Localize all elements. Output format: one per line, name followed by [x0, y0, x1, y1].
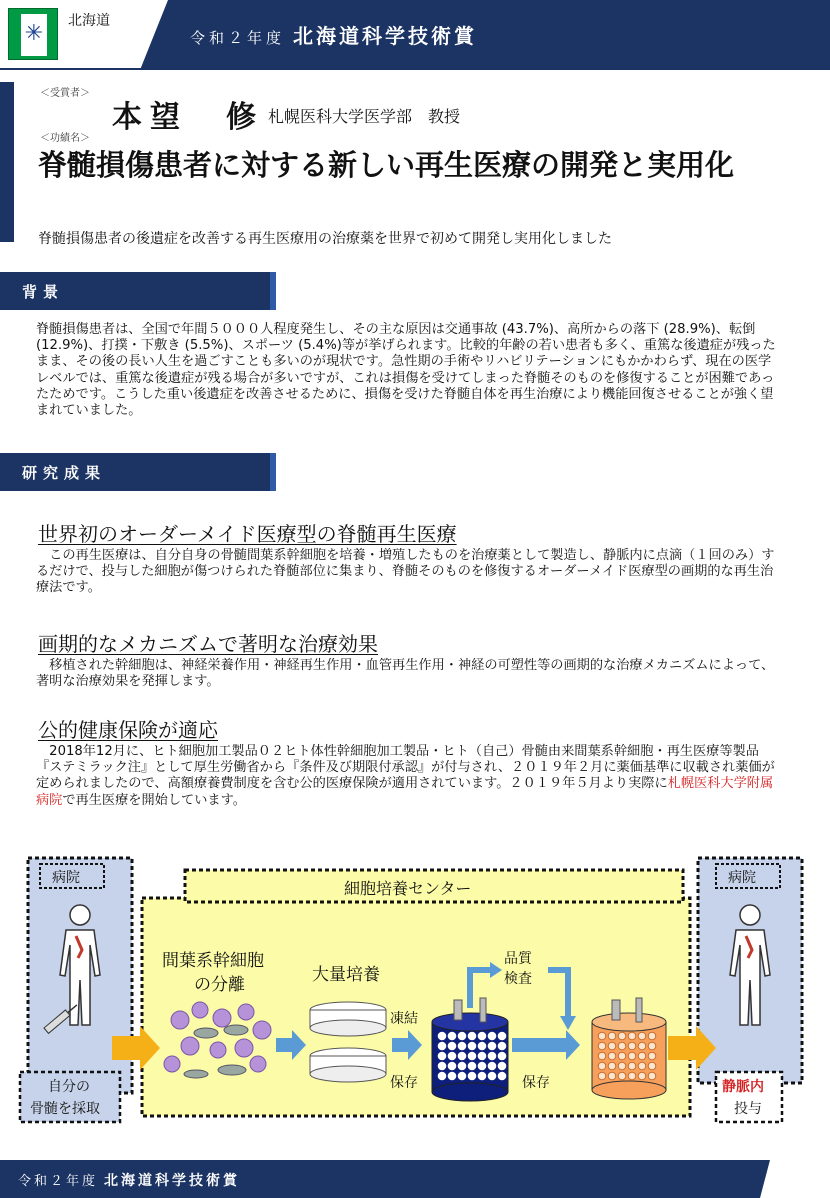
culture-label: 大量培養 [312, 965, 380, 985]
harvest-label-line2: 骨髄を採取 [30, 1101, 100, 1117]
recipient-name: 本望 修 [112, 100, 264, 135]
isolation-label-line2: の分離 [194, 975, 245, 995]
frozen-cell-dot [498, 1042, 506, 1050]
product-cell-dot [618, 1072, 626, 1080]
result-3-text [36, 744, 782, 809]
frozen-cell-dot [478, 1062, 486, 1070]
admin-label-rest: 投与 [734, 1101, 762, 1117]
recipient-label: ＜受賞者＞ [40, 88, 90, 99]
header-award-name: 北海道科学技術賞 [293, 24, 478, 48]
culture-dish-bottom [310, 1048, 386, 1082]
store-label-2: 保存 [522, 1075, 550, 1091]
quality-label-line2: 検査 [504, 971, 532, 987]
hospital-highlight: 札幌医科大学附属病院 [36, 776, 774, 808]
frozen-cell-dot [438, 1032, 446, 1040]
product-cell-dot [628, 1042, 636, 1050]
frozen-cell-dot [438, 1062, 446, 1070]
frozen-cell-dot [438, 1072, 446, 1080]
frozen-cell-dot [478, 1072, 486, 1080]
frozen-cell-dot [488, 1032, 496, 1040]
frozen-cell-dot [468, 1052, 476, 1060]
achievement-title: 脊髄損傷患者に対する新しい再生医療の開発と実用化 [38, 148, 735, 182]
culture-dish-top [310, 1002, 386, 1036]
frozen-cell-dot [448, 1072, 456, 1080]
product-cell-dot [598, 1032, 606, 1040]
product-cell-dot [628, 1052, 636, 1060]
frozen-cell-dot [488, 1042, 496, 1050]
result-3-text-before: 2018年12月に、ヒト細胞加工製品０２ヒト体性幹細胞加工製品・ヒト（自己）骨髄由来間葉系幹細胞・再生医療等製品『ステミラック注』として厚生労働省から『条件及び期限付承認』が付与され、２０１９年２月に薬価基準に収載され薬価が定められましたので、高額療養費制度を含む公的医療保険が適用されています。２０１９年５月より実際に [36, 744, 775, 792]
product-cell-dot [598, 1062, 606, 1070]
product-cell-dot [648, 1042, 656, 1050]
result-2-title: 画期的なメカニズムで著明な治療効果 [38, 632, 378, 656]
product-cell-dot [638, 1062, 646, 1070]
frozen-cell-dot [448, 1052, 456, 1060]
footer-title [18, 1170, 240, 1190]
result-1-title: 世界初のオーダーメイド医療型の脊髄再生医療 [38, 522, 457, 546]
frozen-cell-dot [458, 1052, 466, 1060]
frozen-cell-dot [498, 1062, 506, 1070]
achievement-subtitle: 脊髄損傷患者の後遺症を改善する再生医療用の治療薬を世界で初めて開発し実用化しました [38, 231, 612, 247]
hokkaido-flag-icon: ✳ [8, 8, 58, 60]
store-label-1: 保存 [390, 1075, 418, 1091]
page-header [0, 0, 830, 70]
cell-culture-center-label: 細胞培養センター [344, 879, 472, 898]
frozen-cell-dot [458, 1072, 466, 1080]
harvest-label-line1: 自分の [48, 1079, 90, 1095]
product-cell-dot [628, 1062, 636, 1070]
frozen-cell-dot [478, 1032, 486, 1040]
product-cell-dot [648, 1062, 656, 1070]
hokkaido-logo [8, 8, 118, 60]
footer-year: 令和２年度 [18, 1174, 99, 1189]
frozen-cell-dot [468, 1062, 476, 1070]
frozen-cell-dot [498, 1052, 506, 1060]
result-3-text-after: で再生医療を開始しています。 [62, 792, 246, 808]
product-cell-dot [618, 1052, 626, 1060]
result-3-title: 公的健康保険が適応 [38, 718, 218, 742]
results-heading: 研究成果 [22, 464, 107, 482]
frozen-cell-dot [458, 1042, 466, 1050]
product-cell-dot [608, 1032, 616, 1040]
frozen-cell-dot [488, 1072, 496, 1080]
frozen-cell-dot [498, 1072, 506, 1080]
frozen-cell-dot [498, 1032, 506, 1040]
product-cell-dot [638, 1032, 646, 1040]
results-section-header [0, 453, 276, 491]
recipient-affiliation: 札幌医科大学医学部 教授 [268, 107, 461, 126]
product-cell-dot [608, 1052, 616, 1060]
product-cell-dot [608, 1042, 616, 1050]
frozen-cell-dot [438, 1042, 446, 1050]
logo-text: 北海道 [68, 13, 110, 29]
frozen-cell-dot [478, 1052, 486, 1060]
right-hospital-label: 病院 [728, 870, 756, 886]
product-cell-dot [608, 1072, 616, 1080]
frozen-cell-dot [468, 1072, 476, 1080]
freeze-label: 凍結 [390, 1011, 418, 1027]
quality-label-line1: 品質 [504, 951, 532, 967]
frozen-cell-dot [468, 1042, 476, 1050]
frozen-cell-dot [448, 1062, 456, 1070]
treatment-flow-diagram [0, 850, 830, 1140]
title-accent-bar [0, 82, 14, 242]
product-cell-dot [638, 1042, 646, 1050]
product-cell-dot [628, 1032, 636, 1040]
admin-label-highlight: 静脈内 [722, 1079, 764, 1095]
frozen-cell-dot [458, 1032, 466, 1040]
footer-award-name: 北海道科学技術賞 [104, 1173, 241, 1189]
header-title [190, 20, 477, 49]
frozen-cell-dot [478, 1042, 486, 1050]
product-cell-dot [618, 1062, 626, 1070]
frozen-cell-dot [488, 1062, 496, 1070]
frozen-cell-dot [448, 1042, 456, 1050]
product-cell-dot [648, 1072, 656, 1080]
header-year: 令和２年度 [190, 29, 286, 47]
result-2-text: 移植された幹細胞は、神経栄養作用・神経再生作用・血管再生作用・神経の可塑性等の画期的な治療メカニズムによって、著明な治療効果を発揮します。 [36, 658, 775, 690]
isolation-label-line1: 間葉系幹細胞 [162, 951, 264, 971]
left-hospital-label: 病院 [52, 870, 80, 886]
product-cell-dot [638, 1072, 646, 1080]
background-section-header [0, 272, 276, 310]
frozen-cell-dot [438, 1052, 446, 1060]
frozen-cell-dot [458, 1062, 466, 1070]
frozen-cell-dot [488, 1052, 496, 1060]
product-cell-dot [598, 1042, 606, 1050]
product-cell-dot [618, 1032, 626, 1040]
frozen-cell-dot [468, 1032, 476, 1040]
background-text: 脊髄損傷患者は、全国で年間５０００人程度発生し、その主な原因は交通事故 (43.7%)、高所からの落下 (28.9%)、転倒 (12.9%)、打撲・下敷き (5.5%)、スポーツ (5.4%)等が挙げられます。比較的年齢の若い患者も多く、重篤な後遺症が残ったまま、その後の長い人生を過ごすことも多いのが現状です。急性期の手術やリハビリテーションにもかかわらず、現在の医学レベルでは、重篤な後遺症が残る場合が多いですが、これは損傷を受けてしまった脊髄そのものを修復することが困難であったためです。こうした重い後遺症を改善させるために、損傷を受けた脊髄自体を再生治療により機能回復させることが強く望まれていました。 [36, 322, 776, 419]
achievement-label: ＜功績名＞ [40, 133, 90, 144]
product-cell-dot [598, 1072, 606, 1080]
result-1-text: この再生医療は、自分自身の骨髄間葉系幹細胞を培養・増殖したものを治療薬として製造し、静脈内に点滴（１回のみ）するだけで、投与した細胞が傷つけられた脊髄部位に集まり、脊髄そのものを修復するオーダーメイド医療型の画期的な再生治療法です。 [36, 548, 775, 596]
frozen-cell-dot [448, 1032, 456, 1040]
background-heading: 背景 [22, 283, 65, 301]
product-cell-dot [628, 1072, 636, 1080]
product-cell-dot [648, 1052, 656, 1060]
product-cell-dot [648, 1032, 656, 1040]
product-cell-dot [608, 1062, 616, 1070]
product-cell-dot [598, 1052, 606, 1060]
product-cell-dot [638, 1052, 646, 1060]
product-cell-dot [618, 1042, 626, 1050]
